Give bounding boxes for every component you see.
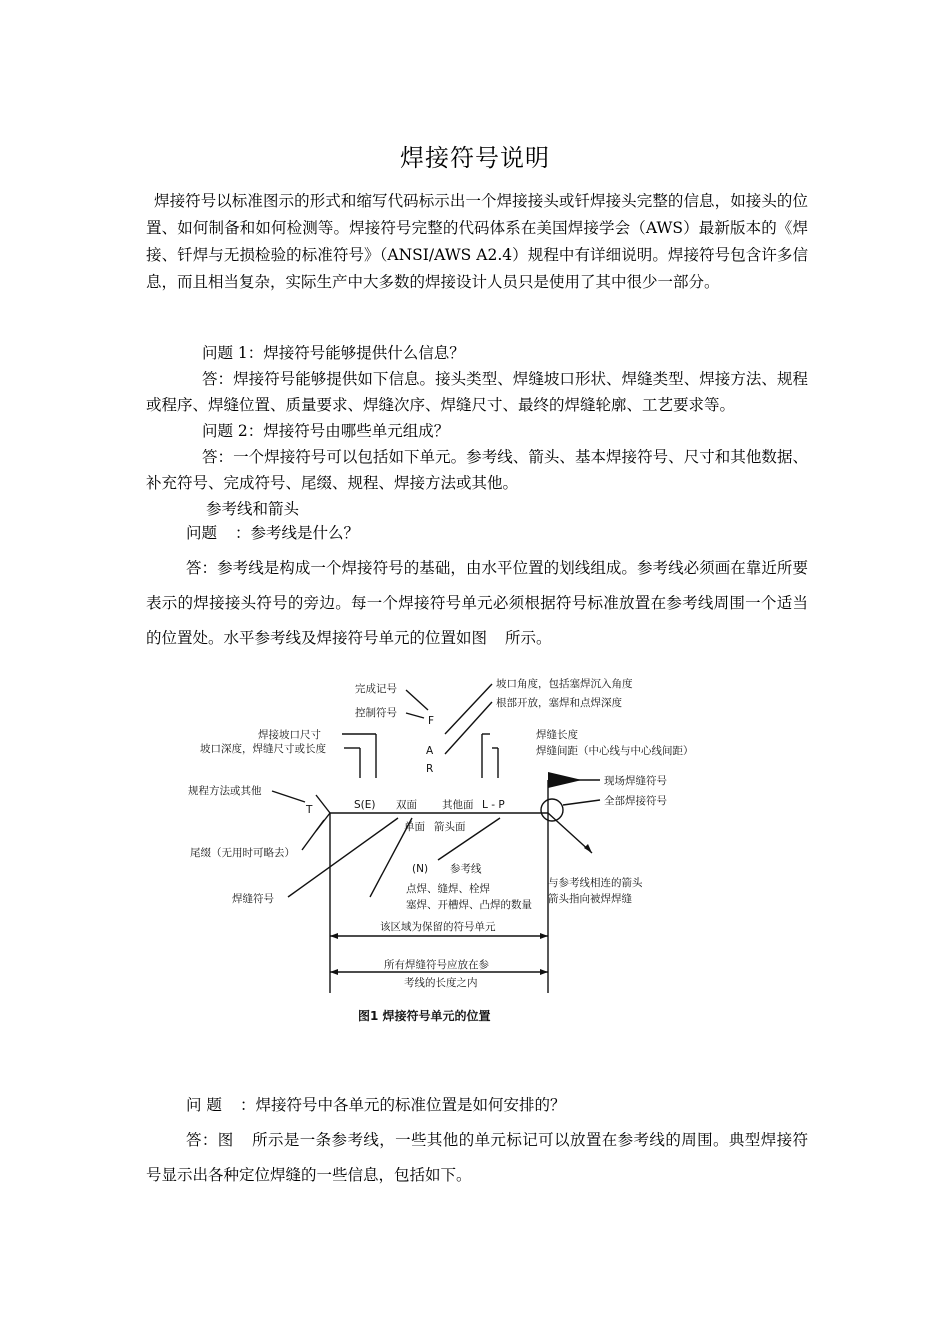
label-groove-angle: 坡口角度，包括塞焊沉入角度	[496, 678, 633, 690]
page-title: 焊接符号说明	[400, 144, 550, 172]
label-L-P: L - P	[482, 799, 505, 811]
section-heading: 参考线和箭头	[206, 500, 300, 518]
label-all-within-2: 考线的长度之内	[404, 977, 478, 989]
label-groove-size: 焊接坡口尺寸	[258, 729, 321, 741]
label-S-E: S(E)	[354, 799, 376, 811]
question-4-text: ：焊接符号中各单元的标准位置是如何安排的？	[239, 1096, 566, 1114]
label-tail: 尾缀（无用时可略去）	[190, 847, 295, 859]
answer-2: 答：一个焊接符号可以包括如下单元。参考线、箭头、基本焊接符号、尺寸和其他数据、补充符号、完成符号、尾缀、规程、焊接方法或其他。	[146, 448, 808, 492]
answer-3-end: 所示。	[505, 629, 552, 647]
label-spot: 点焊、缝焊、栓焊	[406, 883, 490, 895]
intro-paragraph: 焊接符号以标准图示的形式和缩写代码标示出一个焊接接头或钎焊接头完整的信息，如接头的位置、如何制备和如何检测等。焊接符号完整的代码体系在美国焊接学会（AWS）最新版本的《焊接、钎焊与无损检验的标准符号》（ANSI/AWS A2.4）规程中有详细说明。焊接符号包含许多信息，而且相当复杂，实际生产中大多数的焊接设计人员只是使用了其中很少一部分。	[146, 192, 808, 291]
label-both-sides: 双面	[396, 799, 417, 811]
all-around-circle	[541, 799, 563, 821]
answer-3	[146, 551, 808, 656]
answer-4-start: 答：图	[186, 1131, 234, 1149]
label-arrow-note-2: 箭头指向被焊焊缝	[548, 893, 632, 905]
answer-4-text: 所示是一条参考线，一些其他的单元标记可以放置在参考线的周围。典型焊接符号显示出各种定位焊缝的一些信息，包括如下。	[146, 1131, 808, 1184]
label-root-opening: 根部开放，塞焊和点焊深度	[496, 697, 622, 709]
label-plug: 塞焊、开槽焊、凸焊的数量	[406, 899, 532, 911]
label-all-within-1: 所有焊缝符号应放在参	[384, 959, 489, 971]
label-T: T	[306, 804, 313, 816]
label-N: (N)	[412, 863, 429, 875]
label-process: 规程方法或其他	[188, 785, 262, 797]
label-weld-pitch: 焊缝间距（中心线与中心线间距）	[536, 745, 694, 757]
question-3	[146, 516, 808, 551]
answer-1: 答：焊接符号能够提供如下信息。接头类型、焊缝坡口形状、焊缝类型、焊接方法、规程或程序、焊缝位置、质量要求、焊缝次序、焊缝尺寸、最终的焊缝轮廓、工艺要求等。	[146, 370, 808, 414]
label-groove-depth: 坡口深度，焊缝尺寸或长度	[200, 743, 326, 755]
qa-block-2	[146, 516, 808, 656]
label-control-symbol: 控制符号	[355, 707, 397, 719]
label-one-side: 单面	[404, 821, 425, 833]
answer-4	[146, 1123, 808, 1193]
question-3-label: 问题	[186, 524, 218, 542]
qa-block-1	[146, 340, 808, 522]
label-arrow-note-1: 与参考线相连的箭头	[548, 877, 643, 889]
label-arrow-side: 箭头面	[434, 821, 466, 833]
label-F: F	[428, 715, 435, 727]
question-4-label: 问 题	[186, 1096, 222, 1114]
field-weld-flag	[548, 772, 582, 788]
weld-symbol-figure	[180, 668, 710, 1038]
qa-block-3	[146, 1088, 808, 1193]
label-R: R	[426, 763, 434, 775]
label-field-weld: 现场焊缝符号	[604, 775, 667, 787]
question-4	[146, 1088, 808, 1123]
tail-upper	[316, 795, 330, 813]
question-1: 问题 1：焊接符号能够提供什么信息？	[202, 344, 465, 362]
question-2: 问题 2：焊接符号由哪些单元组成？	[202, 422, 450, 440]
answer-3-text: 答：参考线是构成一个焊接符号的基础，由水平位置的划线组成。参考线必须画在靠近所要表示的焊接接头符号的旁边。每一个焊接符号单元必须根据符号标准放置在参考线周围一个适当的位置处。水平参考线及焊接符号单元的位置如图	[146, 559, 808, 647]
label-other-side: 其他面	[442, 799, 474, 811]
question-3-text: ：参考线是什么？	[235, 524, 360, 542]
label-weld-symbol: 焊缝符号	[232, 893, 274, 905]
label-reserved: 该区域为保留的符号单元	[380, 921, 496, 933]
label-weld-length: 焊缝长度	[536, 729, 578, 741]
label-A: A	[426, 745, 434, 757]
label-ref-line: 参考线	[450, 863, 482, 875]
label-finish-mark: 完成记号	[355, 683, 397, 695]
figure-caption: 图1 焊接符号单元的位置	[358, 1009, 491, 1023]
label-all-around: 全部焊接符号	[604, 795, 667, 807]
